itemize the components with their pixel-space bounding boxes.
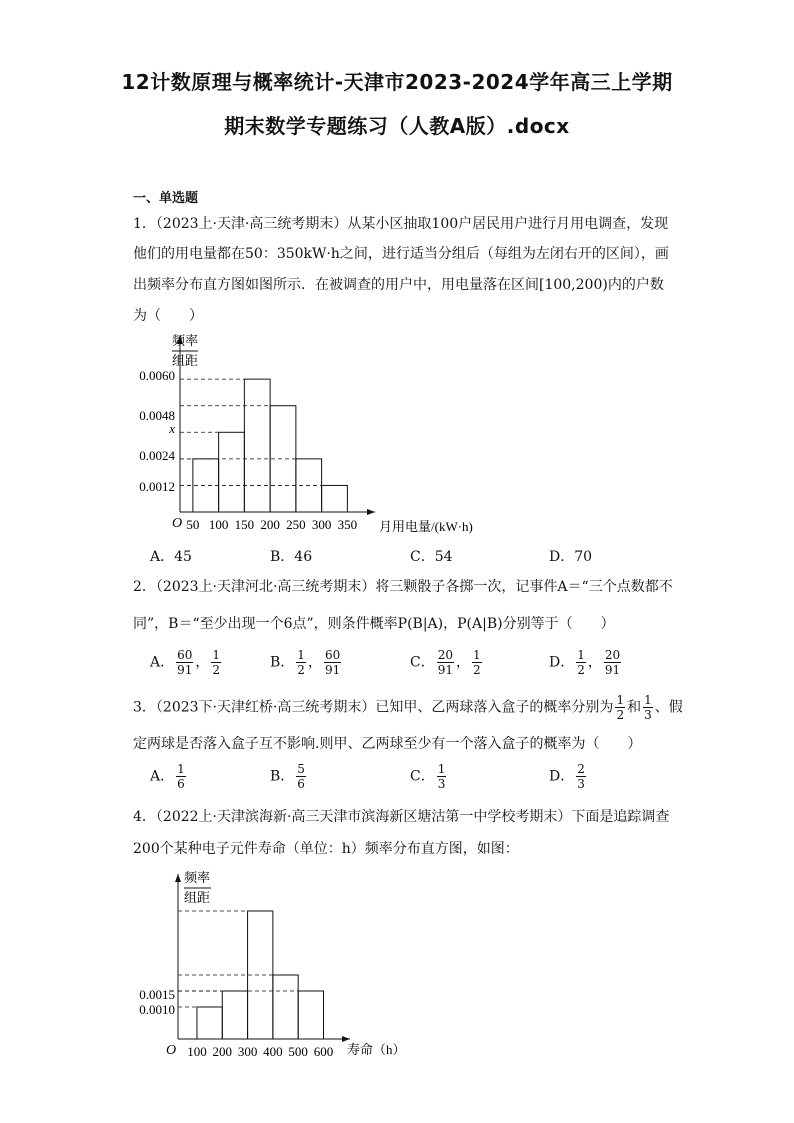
q2-line2: 同”，B＝“至少出现一个6点”，则条件概率P(B|A)，P(A|B)分别等于（ ） — [133, 616, 615, 632]
denominator: 3 — [437, 777, 446, 791]
chart1-ylabel-top: 频率 — [171, 333, 199, 348]
fraction — [296, 648, 306, 677]
q2-option-label: A． — [150, 654, 175, 671]
c2-bar — [273, 975, 298, 1039]
fraction — [615, 693, 625, 722]
c1-bar — [219, 432, 245, 512]
q2-option-b[interactable]: B． $\frac{1}{2}$ ， $\frac{60}{91}$ — [270, 648, 341, 677]
denominator: 2 — [297, 663, 305, 677]
chart2-ylabel-top: 频率 — [183, 870, 211, 885]
q3-and: 和 — [627, 699, 642, 716]
chart2-xlabel: 寿命（h） — [347, 1042, 406, 1057]
q3-option-label: C． — [410, 768, 435, 785]
q3-option-label: A． — [150, 768, 175, 785]
q2-line1: 2．（2023上·天津河北·高三统考期末）将三颗骰子各掷一次，记事件A＝“三个点数都不 — [133, 579, 673, 595]
c2-bar — [197, 1007, 222, 1039]
histogram-electricity — [125, 330, 525, 542]
c1-xtick: 350 — [337, 517, 358, 532]
denominator: 6 — [297, 777, 305, 791]
chart1-ytick: 0.0024 — [139, 448, 175, 463]
fraction — [324, 648, 341, 677]
q4-line1: 4．（2022上·天津滨海新·高三天津市滨海新区塘沽第一中学校考期末）下面是追踪调查 — [133, 809, 670, 825]
c2-bar — [298, 991, 323, 1039]
c2-xtick: 300 — [237, 1044, 258, 1059]
c2-xtick: 100 — [187, 1044, 207, 1059]
numerator: 1 — [437, 762, 446, 776]
denominator: 2 — [616, 708, 625, 722]
fraction — [296, 762, 306, 791]
c2-y-arrow — [175, 874, 181, 882]
c1-xtick: 250 — [286, 517, 306, 532]
numerator: 1 — [177, 762, 185, 776]
chart1-ytick: 0.0048 — [139, 408, 175, 423]
q3-option-label: D． — [549, 768, 575, 785]
denominator: 2 — [212, 663, 221, 677]
c1-xtick: 100 — [208, 517, 229, 532]
numerator: 1 — [644, 693, 652, 707]
fraction — [576, 762, 586, 791]
doc-title-line1: 12计数原理与概率统计-天津市2023-2024学年高三上学期 — [121, 70, 673, 94]
c1-xtick: 150 — [234, 517, 255, 532]
q1-line4: 为（ ） — [133, 308, 203, 324]
q3-option-label: B． — [270, 768, 295, 785]
numerator: 5 — [297, 762, 305, 776]
chart2-ylabel-bottom: 组距 — [183, 890, 211, 905]
numerator: 1 — [616, 693, 625, 707]
c1-x-arrow — [367, 509, 375, 515]
c2-bar — [222, 991, 247, 1039]
numerator: 1 — [577, 648, 585, 662]
section-heading: 一、单选题 — [133, 191, 199, 206]
fraction — [643, 693, 653, 722]
chart1-ylabel-bottom: 组距 — [171, 353, 199, 368]
chart2-ytick: 0.0010 — [139, 1002, 175, 1017]
numerator: 1 — [297, 648, 305, 662]
q1-line2: 他们的用电量都在50：350kW·h之间，进行适当分组后（每组为左闭右开的区间），画 — [133, 246, 669, 262]
q3-text-end: 、假 — [654, 699, 683, 716]
denominator: 91 — [324, 663, 341, 677]
fraction — [176, 762, 186, 791]
numerator: 1 — [212, 648, 221, 662]
q2-option-label: C． — [410, 654, 435, 671]
chart2-origin: O — [166, 1043, 177, 1058]
q3-option-a[interactable] — [150, 762, 188, 791]
q1-option-c[interactable]: C．54 — [410, 549, 453, 565]
denominator: 91 — [177, 663, 193, 677]
q1-option-d[interactable]: D．70 — [549, 549, 593, 565]
denominator: 91 — [437, 663, 453, 677]
q2-option-d[interactable]: D． $\frac{1}{2}$ ， $\frac{20}{91}$ — [549, 648, 621, 677]
denominator: 6 — [177, 777, 185, 791]
c1-xtick: 300 — [311, 517, 332, 532]
c1-bar — [322, 485, 348, 512]
denominator: 91 — [604, 663, 621, 677]
c1-xtick: 200 — [260, 517, 280, 532]
fraction — [211, 648, 221, 677]
fraction — [576, 648, 586, 677]
fraction — [437, 762, 447, 791]
q4-line2: 200个某种电子元件寿命（单位：h）频率分布直方图，如图： — [133, 841, 519, 857]
q2-option-a[interactable]: A． $\frac{60}{91}$ ， $\frac{1}{2}$ — [150, 648, 221, 677]
q3-line2: 定两球是否落入盒子互不影响.则甲、乙两球至少有一个落入盒子的概率为（ ） — [133, 736, 642, 752]
numerator: 60 — [324, 648, 341, 662]
c1-bar — [244, 379, 270, 512]
numerator: 2 — [577, 762, 585, 776]
doc-title-line2: 期末数学专题练习（人教A版）.docx — [224, 114, 570, 138]
numerator: 20 — [437, 648, 453, 662]
chart1-xlabel: 月用电量/(kW·h) — [379, 519, 473, 534]
denominator: 2 — [577, 663, 585, 677]
q2-option-label: D． — [549, 654, 575, 671]
q1-option-a[interactable]: A．45 — [150, 549, 192, 565]
histogram-lifetime — [125, 866, 425, 1060]
chart1-ytick: 0.0012 — [139, 479, 175, 494]
c2-xtick: 500 — [288, 1044, 308, 1059]
fraction — [437, 648, 454, 677]
q1-option-b[interactable]: B．46 — [270, 549, 313, 565]
q1-line1: 1．（2023上·天津·高三统考期末）从某小区抽取100户居民用户进行月用电调查，发现 — [133, 216, 669, 232]
denominator: 3 — [577, 777, 585, 791]
q1-line3: 出频率分布直方图如图所示．在被调查的用户中，用电量落在区间[100,200)内的户数 — [133, 277, 664, 293]
denominator: 2 — [473, 663, 481, 677]
q3-text: 3．（2023下·天津红桥·高三统考期末）已知甲、乙两球落入盒子的概率分别为 — [133, 699, 614, 716]
chart1-origin: O — [172, 516, 183, 531]
numerator: 60 — [177, 648, 193, 662]
c2-xtick: 200 — [212, 1044, 233, 1059]
q3-option-b[interactable] — [270, 762, 308, 791]
numerator: 1 — [473, 648, 481, 662]
q3-option-d[interactable] — [549, 762, 588, 791]
fraction — [472, 648, 482, 677]
q2-option-c[interactable]: C． $\frac{20}{91}$ ， $\frac{1}{2}$ — [410, 648, 481, 677]
c2-xtick: 400 — [263, 1044, 283, 1059]
c1-xtick: 50 — [186, 517, 200, 532]
chart1-ytick: x — [169, 421, 175, 436]
q3-option-c[interactable] — [410, 762, 448, 791]
fraction — [176, 648, 193, 677]
c2-xtick: 600 — [313, 1044, 334, 1059]
fraction — [604, 648, 621, 677]
q2-option-label: B． — [270, 654, 295, 671]
chart2-ytick: 0.0015 — [139, 987, 175, 1002]
numerator: 20 — [604, 648, 621, 662]
chart1-ytick: 0.0060 — [139, 368, 175, 383]
denominator: 3 — [644, 708, 652, 722]
q3-line1 — [133, 693, 683, 722]
